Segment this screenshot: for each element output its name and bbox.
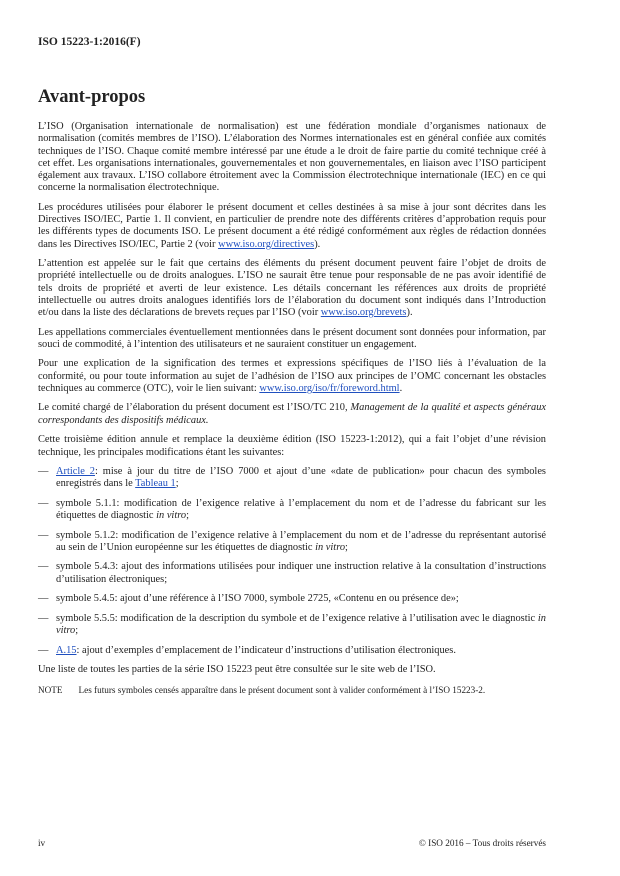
page-number: iv [38,838,46,848]
dash: — [38,644,49,656]
text: in vitro [156,510,187,522]
list-item [38,613,546,638]
text: symbole 5.4.5: ajout d’une référence à l’ISO 7000, symbole 2725, «Contenu en ou présence de»; [56,593,459,605]
note [38,685,546,696]
paragraph [38,258,546,319]
a15-link[interactable]: A.15 [56,644,77,656]
foreword-body [38,121,546,696]
text: Pour une explication de la signification des termes et expressions spécifiques de l’ISO liés à l’évaluation de la conformité, ou pour toute information au sujet de l’adhésion de l’ISO aux principes de l’OMC concernant les obstacles techniques au commerce (OTC), voir le lien suivant: [38,358,546,394]
text: in vitro [56,612,546,637]
paragraph: Une liste de toutes les parties de la série ISO 15223 peut être consultée sur le site web de l’ISO. [38,664,436,676]
directives-link[interactable]: www.iso.org/directives [218,238,315,250]
copyright: © ISO 2016 – Tous droits réservés [418,838,546,848]
brevets-link[interactable]: www.iso.org/brevets [320,307,407,319]
paragraph [38,402,546,427]
text: . [399,382,403,394]
text: symbole 5.4.3: ajout des informations utilisées pour indiquer une instruction relative à la consultation d’instructions d’utilisation électroniques; [56,561,546,585]
text: L’attention est appelée sur le fait que certains des éléments du présent document peuvent faire l’objet de droits de propriété intellectuelle ou de droits analogues. L’ISO ne saurait être tenue pour responsable de ne pas avoir identifié de tels droits de propriété et averti de leur existence. Les détails concernant les références aux droits de propriété intellectuelle ou autres droits analogues identifiés lors de l’élaboration du document sont indiqués dans l’Introduction et/ou dans la liste des déclarations de brevets reçues par l’ISO (voir [38,258,546,319]
article-2-link[interactable]: Article 2 [56,466,95,478]
text: symbole 5.1.1: modification de l’exigence relative à l’emplacement du nom et de l’adresse du fabricant sur les étiquettes de diagnostic [56,497,546,522]
text: ). [314,238,321,250]
dash: — [38,529,49,541]
text: : ajout d’exemples d’emplacement de l’indicateur d’instructions d’utilisation électroniques. [76,644,456,656]
text: symbole 5.1.2: modification de l’exigence relative à l’emplacement du nom et de l’adresse du représentant autorisé au sein de l’Union européenne sur les étiquettes de diagnostic [56,529,546,553]
tableau-1-link[interactable]: Tableau 1 [135,478,176,490]
list-item [38,645,546,657]
paragraph: Cette troisième édition annule et remplace la deuxième édition (ISO 15223-1:2012), qui a fait l’objet d’une révision technique, les principales modifications étant les suivantes: [38,434,546,458]
text: ; [345,541,348,553]
text: : mise à jour du titre de l’ISO 7000 et ajout d’une «date de publication» pour chacun des symboles enregistrés dans le [56,466,546,490]
paragraph: Les appellations commerciales éventuellement mentionnées dans le présent document sont données pour information, par souci de commodité, à l’intention des utilisateurs et ne sauraient constituer un engagement. [38,326,546,350]
dash: — [38,593,49,605]
text: symbole 5.5.5: modification de la description du symbole et de l’exigence relative à l’utilisation avec le diagnostic [56,612,538,624]
list-item [38,498,546,523]
list-item [38,466,546,491]
dash: — [38,612,49,624]
paragraph [38,358,546,395]
text: ; [175,478,179,490]
text: ; [186,510,189,522]
list-item [38,561,546,586]
text: ; [75,625,79,637]
dash: — [38,561,49,573]
document-id-header: ISO 15223-1:2016(F) [38,36,141,48]
dash: — [38,497,49,509]
text: Le comité chargé de l’élaboration du présent document est l’ISO/TC 210, [38,402,351,414]
list-item [38,593,546,605]
text: in vitro [315,541,346,553]
foreword-link[interactable]: www.iso.org/iso/fr/foreword.html [259,382,400,394]
text: Les procédures utilisées pour élaborer le présent document et celles destinées à sa mise à jour sont décrites dans les Directives ISO/IEC, Partie 1. Il convient, en particulier de prendre note des différents critères d’approbation requis pour les différents types de documents ISO. Le présent document a été rédigé conformément aux règles de rédaction données dans les Directives ISO/IEC, Partie 2 (voir [38,201,546,250]
paragraph: L’ISO (Organisation internationale de normalisation) est une fédération mondiale d’organismes nationaux de normalisation (comités membres de l’ISO). L’élaboration des Normes internationales est en général confiée aux comités techniques de l’ISO. Chaque comité membre intéressé par une étude a le droit de faire partie du comité technique créé à cet effet. Les organisations internationales, gouvernementales et non gouvernementales, en liaison avec l’ISO participent également aux travaux. L’ISO collabore étroitement avec la Commission électrotechnique internationale (IEC) en ce qui concerne la normalisation électrotechnique. [38,121,546,194]
list-item [38,530,546,555]
page-title: Avant-propos [38,87,146,107]
paragraph [38,202,546,251]
text: ). [406,307,413,319]
note-label: NOTE [38,685,63,696]
dash: — [38,466,49,478]
note-text: Les futurs symboles censés apparaître dans le présent document sont à valider conformément à l’ISO 15223-2. [78,685,486,696]
committee-title: Management de la qualité et aspects généraux correspondants des dispositifs médicaux. [38,402,546,426]
